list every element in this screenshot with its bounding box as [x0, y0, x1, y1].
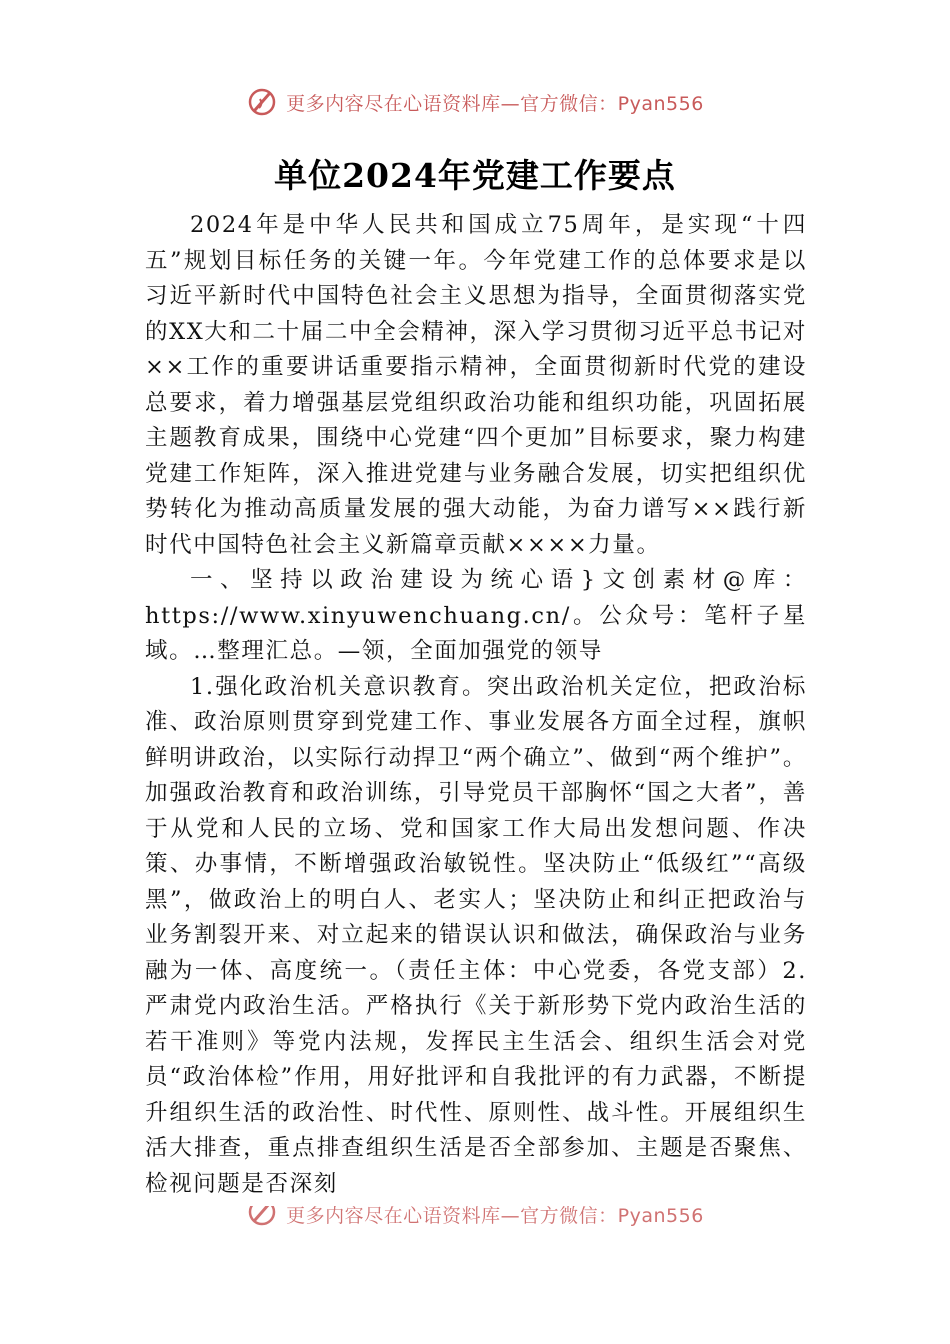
watermark-header: [0, 86, 950, 118]
paragraph-section-1: 一、坚持以政治建设为统心语}文创素材@库：https://www.xinyuwenchuang.cn/。公众号：笔杆子星域。…整理汇总。—领，全面加强党的领导: [145, 567, 807, 664]
watermark-footer: [0, 1206, 950, 1228]
watermark-text: 更多内容尽在心语资料库—官方微信：Pyan556: [286, 1206, 704, 1227]
document-title: 单位2024年党建工作要点: [274, 156, 676, 195]
brush-logo-icon: [246, 1206, 278, 1228]
brush-logo-icon: [246, 86, 278, 118]
paragraph-intro: 2024年是中华人民共和国成立75周年，是实现“十四五”规划目标任务的关键一年。今年党建工作的总体要求是以习近平新时代中国特色社会主义思想为指导，全面贯彻落实党的XX大和二十届二中全会精神，深入学习贯彻习近平总书记对××工作的重要讲话重要指示精神，全面贯彻新时代党的建设总要求，着力增强基层党组织政治功能和组织功能，巩固拓展主题教育成果，围绕中心党建“四个更加”目标要求，聚力构建党建工作矩阵，深入推进党建与业务融合发展，切实把组织优势转化为推动高质量发展的强大动能，为奋力谱写××践行新时代中国特色社会主义新篇章贡献××××力量。: [145, 212, 807, 558]
watermark-text: 更多内容尽在心语资料库—官方微信：Pyan556: [286, 92, 704, 115]
paragraph-item-1: 1.强化政治机关意识教育。突出政治机关定位，把政治标准、政治原则贯穿到党建工作、事业发展各方面全过程，旗帜鲜明讲政治，以实际行动捍卫“两个确立”、做到“两个维护”。加强政治教育和政治训练，引导党员干部胸怀“国之大者”，善于从党和人民的立场、党和国家工作大局出发想问题、作决策、办事情，不断增强政治敏锐性。坚决防止“低级红”“高级黑”，做政治上的明白人、老实人；坚决防止和纠正把政治与业务割裂开来、对立起来的错误认识和做法，确保政治与业务融为一体、高度统一。（责任主体：中心党委，各党支部）2.严肃党内政治生活。严格执行《关于新形势下党内政治生活的若干准则》等党内法规，发挥民主生活会、组织生活会对党员“政治体检”作用，用好批评和自我批评的有力武器，不断提升组织生活的政治性、时代性、原则性、战斗性。开展组织生活大排查，重点排查组织生活是否全部参加、主题是否聚焦、检视问题是否深刻: [145, 673, 807, 1197]
document-body: [145, 208, 807, 1208]
